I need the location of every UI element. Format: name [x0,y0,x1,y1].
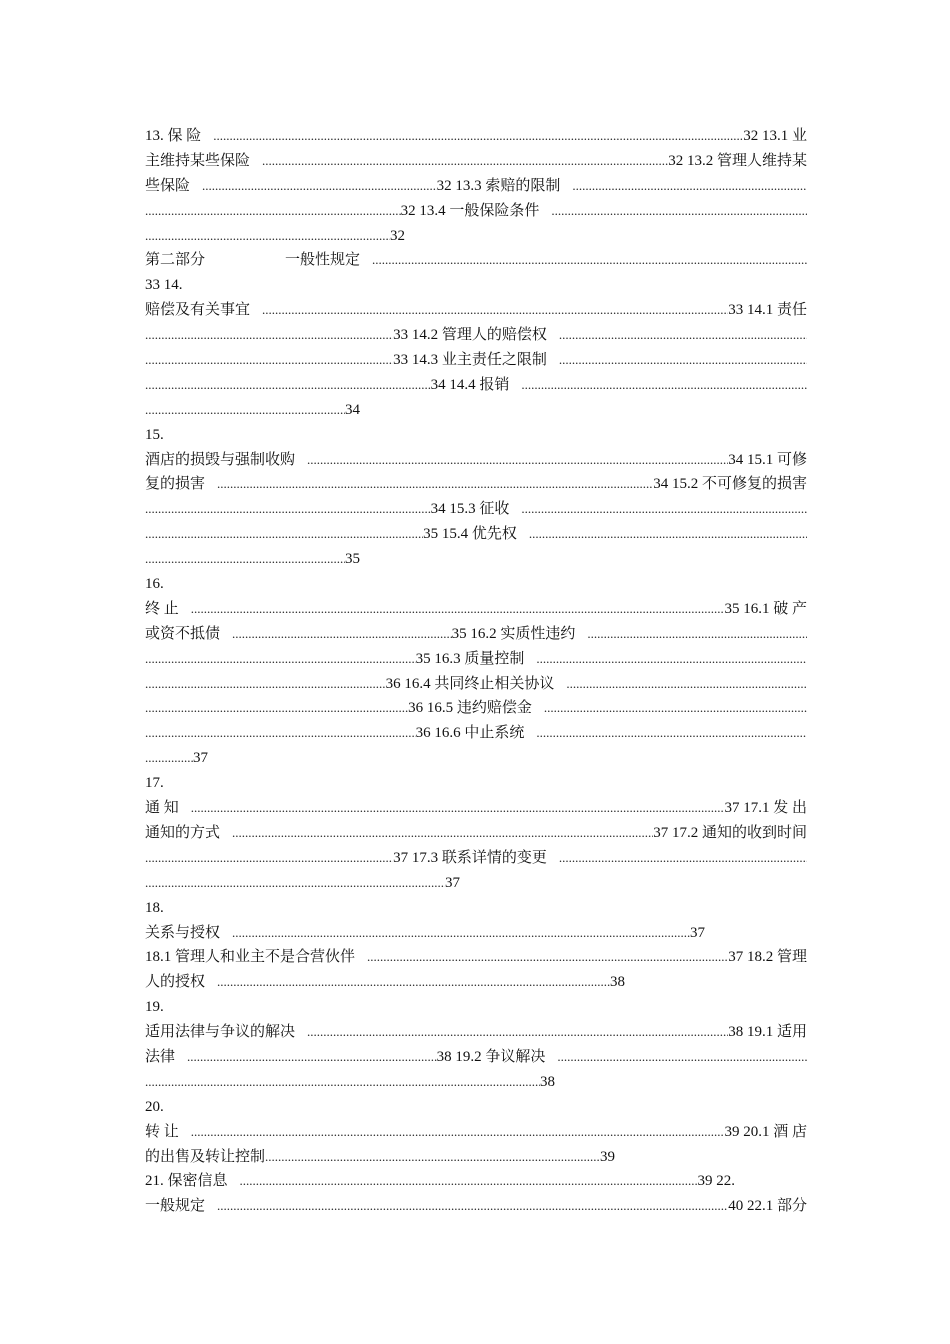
toc-text: 32 13.1 业 [743,128,807,144]
toc-line [145,846,807,871]
dot-leader [587,622,807,647]
toc-text: 些保险 [145,177,191,194]
dot-leader [145,871,445,896]
toc-text: 37 [193,750,208,767]
dot-leader [367,945,728,970]
toc-line [145,672,807,697]
dot-leader [265,1145,600,1170]
toc-text: 38 [540,1073,555,1090]
toc-text: 法律 [145,1048,176,1065]
toc-line [145,348,807,373]
dot-leader [521,373,807,398]
toc-text: 终 止 [145,600,179,617]
toc-line [145,273,807,298]
toc-line [145,597,807,622]
dot-leader [145,199,401,224]
dot-leader [529,522,807,547]
toc-line [145,796,807,821]
toc-text: 35 16.2 实质性违约 [451,625,576,642]
dot-leader [307,1020,728,1045]
toc-text: 33 14.3 业主责任之限制 [393,352,547,369]
toc-text: 32 13.4 一般保险条件 [400,202,540,219]
toc-text: 34 15.1 可修 [728,451,807,468]
dot-leader [217,1194,728,1219]
toc-text: 一般规定 [145,1198,206,1215]
table-of-contents [145,124,807,1219]
toc-line [145,124,807,149]
dot-leader [557,1045,807,1070]
dot-leader [191,597,725,622]
toc-line [145,1045,807,1070]
toc-text: 主维持某些保险 [145,152,251,169]
toc-line [145,199,807,224]
toc-text: 32 [390,227,405,244]
toc-line [145,821,807,846]
dot-leader [145,746,193,771]
dot-leader [145,672,386,697]
toc-text: 32 13.2 管理人维持某 [668,152,807,169]
dot-leader [145,323,393,348]
toc-line [145,497,807,522]
toc-text: 38 [610,974,625,991]
toc-text: 或资不抵债 [145,625,221,642]
toc-text: 39 20.1 酒 店 [724,1123,807,1140]
toc-text: 35 16.1 破 产 [724,600,807,617]
toc-text: 17. [145,775,164,792]
toc-line [145,472,807,497]
toc-text: 32 13.3 索赔的限制 [436,177,561,194]
toc-text: 通 知 [145,800,179,817]
toc-text: 37 17.3 联系详情的变更 [393,849,547,866]
dot-leader [145,647,416,672]
dot-leader [145,846,393,871]
dot-leader [213,124,743,149]
toc-text: 13. 保 险 [145,128,202,144]
toc-text: 18.1 管理人和业主不是合营伙伴 [145,949,356,966]
toc-text: 34 15.3 征收 [430,501,510,518]
toc-text: 16. [145,576,164,593]
toc-text: 关系与授权 [145,924,221,941]
dot-leader [145,547,345,572]
toc-line [145,1194,807,1219]
dot-leader [145,1070,540,1095]
toc-text: 35 [345,551,360,568]
toc-text: 适用法律与争议的解决 [145,1024,296,1041]
toc-text: 38 19.2 争议解决 [436,1048,546,1065]
toc-text: 赔偿及有关事宜 [145,302,251,319]
toc-line [145,647,807,672]
toc-text: 33 14.2 管理人的赔偿权 [393,327,547,344]
toc-line [145,945,807,970]
dot-leader [145,696,408,721]
toc-line [145,896,807,921]
dot-leader [307,448,728,473]
toc-text: 19. [145,999,164,1016]
toc-line [145,398,807,423]
dot-leader [145,398,345,423]
toc-text: 第二部分 [145,252,206,269]
toc-text: 37 [690,924,705,941]
dot-leader [191,796,725,821]
toc-text: 的出售及转让控制 [145,1148,266,1165]
dot-leader [559,846,807,871]
toc-text: 34 15.2 不可修复的损害 [653,476,807,493]
toc-line [145,771,807,796]
dot-leader [145,224,390,249]
toc-text: 18. [145,899,164,916]
toc-line [145,174,807,199]
dot-leader [232,622,452,647]
dot-leader [262,149,668,174]
toc-text: 37 17.1 发 出 [724,800,807,817]
dot-leader [240,1169,698,1194]
toc-line [145,622,807,647]
dot-leader [217,472,653,497]
dot-leader [217,970,610,995]
toc-line [145,721,807,746]
toc-text: 36 16.6 中止系统 [415,725,525,742]
dot-leader [536,721,807,746]
dot-leader [191,1120,725,1145]
toc-text: 34 14.4 报销 [430,376,510,393]
toc-line [145,1145,615,1170]
dot-leader [232,921,690,946]
toc-text: 酒店的损毁与强制收购 [145,451,296,468]
dot-leader [145,721,416,746]
dot-leader [187,1045,437,1070]
dot-leader [566,672,807,697]
toc-text: 33 14.1 责任 [728,302,807,319]
toc-line [145,871,807,896]
toc-line [145,970,625,995]
toc-line [145,423,807,448]
toc-line [145,298,807,323]
toc-line [145,746,807,771]
dot-leader [521,497,807,522]
dot-leader [544,696,807,721]
toc-line [145,696,807,721]
dot-leader [572,174,807,199]
toc-line [145,448,807,473]
toc-text: 复的损害 [145,476,206,493]
dot-leader [145,373,431,398]
dot-leader [372,248,807,273]
toc-text: 39 22. [697,1173,735,1190]
dot-leader [202,174,437,199]
dot-leader [551,199,807,224]
toc-line [145,1120,807,1145]
toc-text: 37 18.2 管理 [728,949,807,966]
toc-text: 36 16.4 共同终止相关协议 [385,675,555,692]
toc-line [145,1020,807,1045]
toc-line [145,547,807,572]
toc-line [145,522,807,547]
dot-leader [536,647,807,672]
toc-text: 36 16.5 违约赔偿金 [408,700,532,717]
toc-line [145,1095,807,1120]
toc-text: 34 [345,401,360,418]
toc-text: 40 22.1 部分 [728,1198,807,1215]
toc-text: 15. [145,426,164,443]
toc-line [145,248,807,273]
toc-text: 转 让 [145,1123,179,1140]
dot-leader [145,522,423,547]
toc-text: 通知的方式 [145,824,221,841]
toc-line [145,323,807,348]
toc-line [145,572,807,597]
toc-text: 人的授权 [145,974,206,991]
dot-leader [232,821,653,846]
toc-line [145,373,807,398]
toc-text: 20. [145,1098,164,1115]
toc-text: 38 19.1 适用 [728,1024,807,1041]
toc-text: 21. 保密信息 [145,1173,228,1190]
toc-line [145,921,705,946]
toc-line [145,995,807,1020]
toc-text: 37 [445,874,460,891]
dot-leader [559,323,807,348]
toc-text: 33 14. [145,277,183,294]
toc-text: 39 [600,1148,615,1165]
toc-text: 一般性规定 [285,252,361,269]
toc-text: 35 16.3 质量控制 [415,650,525,667]
toc-line [145,224,807,249]
toc-line [145,1169,735,1194]
toc-text: 37 17.2 通知的收到时间 [653,824,807,841]
dot-leader [262,298,728,323]
dot-leader [145,497,431,522]
dot-leader [559,348,807,373]
dot-leader [145,348,393,373]
toc-line [145,1070,807,1095]
toc-text: 35 15.4 优先权 [423,526,517,543]
toc-line [145,149,807,174]
